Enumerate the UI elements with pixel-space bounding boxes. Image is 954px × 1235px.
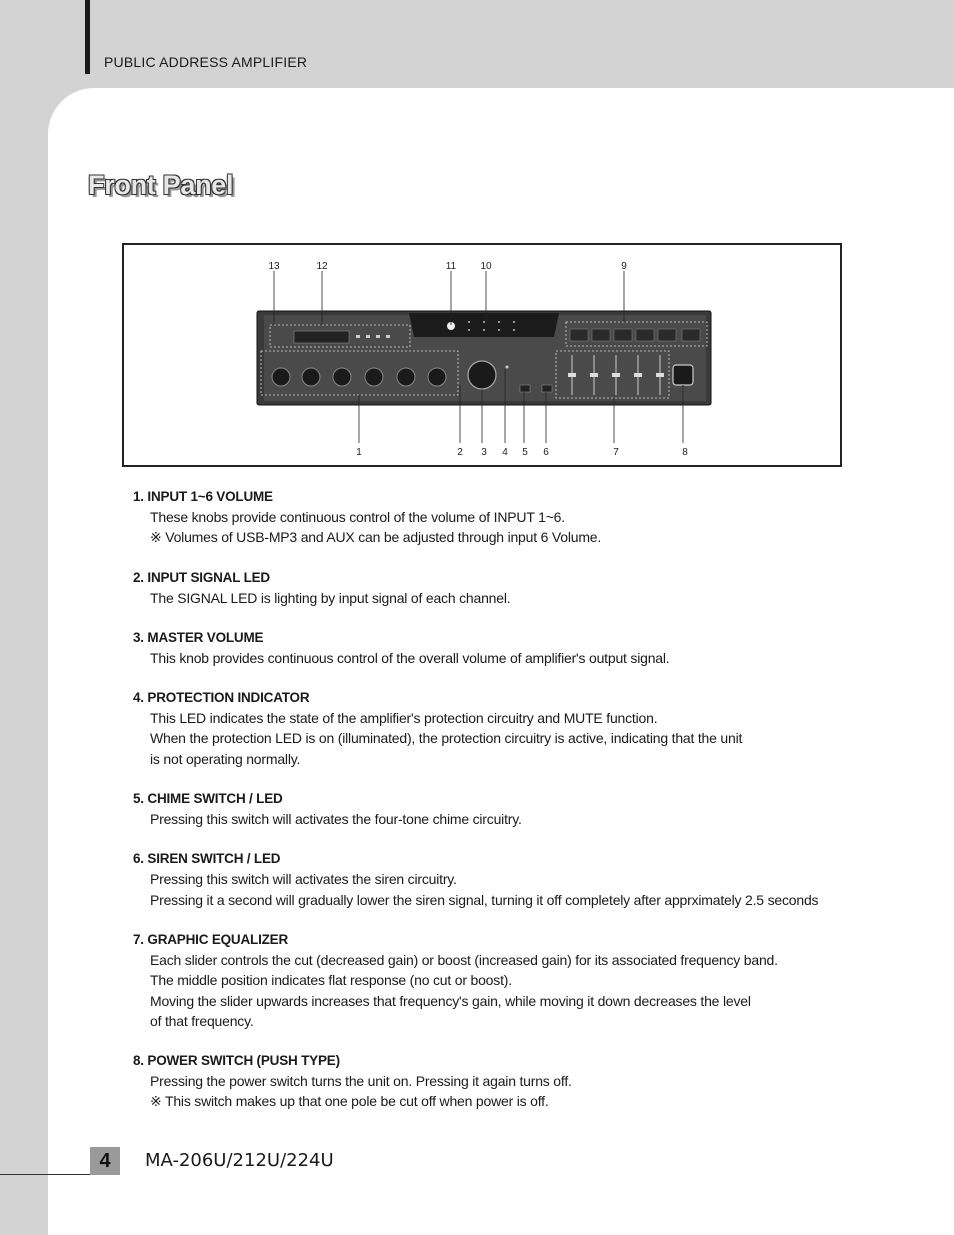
callout-4: 4 (502, 447, 508, 458)
item-line: Pressing the power switch turns the unit on. Pressing it again turns off. (150, 1073, 572, 1090)
power-switch (673, 365, 693, 385)
item-line: This knob provides continuous control of the overall volume of amplifier's output signal. (150, 649, 670, 666)
callout-11: 11 (445, 261, 457, 272)
item-title: 8. POWER SWITCH (PUSH TYPE) (133, 1053, 340, 1069)
item-title: 7. GRAPHIC EQUALIZER (133, 931, 289, 947)
item-line: is not operating normally. (150, 750, 301, 767)
callout-8: 8 (682, 447, 688, 458)
item-line: Moving the slider upwards increases that frequency's gain, while moving it down decreases the level (150, 992, 751, 1009)
front-panel-figure (122, 243, 842, 467)
item-list (133, 486, 913, 1131)
item-line: The SIGNAL LED is lighting by input signal of each channel. (150, 589, 511, 606)
item-3 (133, 627, 913, 668)
item-line: This LED indicates the state of the amplifier's protection circuitry and MUTE function. (150, 710, 658, 727)
item-line: Pressing it a second will gradually lower the siren signal, turning it off completely after apprximately 2.5 seconds (150, 891, 819, 908)
callout-13: 13 (268, 261, 280, 272)
item-line: The middle position indicates flat response (no cut or boost). (150, 972, 512, 989)
item-title: 6. SIREN SWITCH / LED (133, 851, 281, 867)
callout-2: 2 (457, 447, 463, 458)
item-7 (133, 929, 913, 1031)
item-line: of that frequency. (150, 1012, 254, 1029)
callout-9: 9 (621, 261, 627, 272)
item-title: 5. CHIME SWITCH / LED (133, 791, 283, 807)
item-5 (133, 788, 913, 829)
page-number: 4 (90, 1147, 120, 1175)
item-title: 2. INPUT SIGNAL LED (133, 569, 270, 585)
callout-5: 5 (522, 447, 528, 458)
item-line: Pressing this switch will activates the four-tone chime circuitry. (150, 811, 522, 828)
item-line: When the protection LED is on (illuminated), the protection circuitry is active, indicating that the unit (150, 730, 743, 747)
callout-7: 7 (613, 447, 619, 458)
item-line: These knobs provide continuous control of the volume of INPUT 1~6. (150, 509, 565, 525)
item-8 (133, 1050, 913, 1112)
item-title: 4. PROTECTION INDICATOR (133, 690, 310, 706)
callout-3: 3 (481, 447, 487, 458)
mp3-display (294, 331, 349, 343)
front-panel-diagram (124, 245, 840, 465)
item-4 (133, 687, 913, 769)
item-note: ※ This switch makes up that one pole be cut off when power is off. (150, 1093, 549, 1110)
item-2 (133, 567, 913, 608)
item-line: Pressing this switch will activates the siren circuitry. (150, 871, 457, 888)
item-6 (133, 848, 913, 910)
page-title: Front Panel (88, 170, 234, 200)
display-window (409, 313, 559, 337)
header-accent-bar (85, 0, 90, 74)
master-volume-knob (468, 361, 496, 389)
item-title: 3. MASTER VOLUME (133, 629, 264, 645)
callout-10: 10 (480, 261, 492, 272)
callout-12: 12 (316, 261, 328, 272)
item-1 (133, 486, 913, 548)
item-title: 1. INPUT 1~6 VOLUME (133, 489, 273, 504)
item-note: ※ Volumes of USB-MP3 and AUX can be adjusted through input 6 Volume. (150, 529, 602, 546)
callout-1: 1 (356, 447, 362, 458)
header-title: PUBLIC ADDRESS AMPLIFIER (104, 54, 308, 70)
model-name: MA-206U/212U/224U (145, 1150, 334, 1171)
item-line: Each slider controls the cut (decreased gain) or boost (increased gain) for its associated frequency band. (150, 951, 778, 968)
callout-6: 6 (543, 447, 549, 458)
